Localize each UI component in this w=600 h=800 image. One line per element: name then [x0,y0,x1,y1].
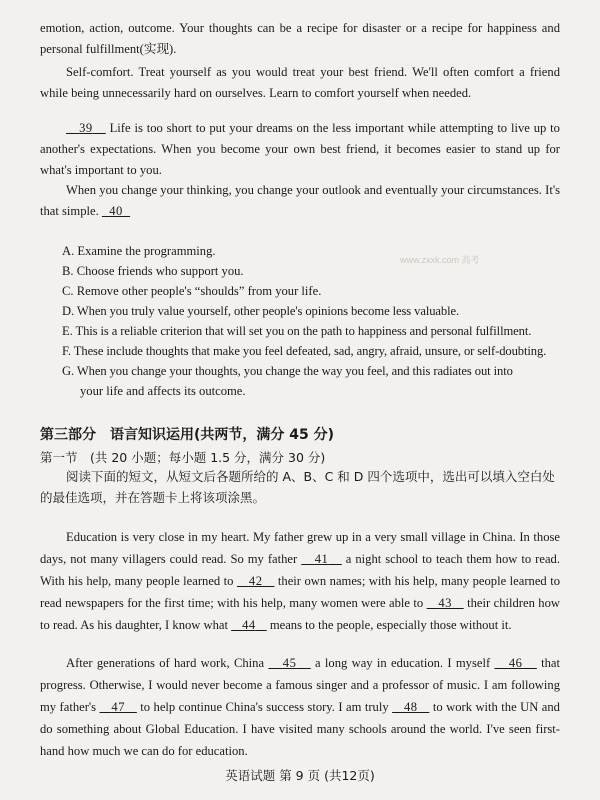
text: When you change your thinking, you change your outlook and eventually your circumstances. It's that simple. [40,183,560,218]
blank-48: 48 [403,700,418,714]
blank-45: 45 [282,656,297,670]
option-g-continued: your life and affects its outcome. [80,384,246,398]
part3-subheading: 第一节 (共 20 小题；每小题 1.5 分，满分 30 分) [40,450,326,465]
blank-40: 40 [109,204,123,218]
option-a: A. Examine the programming. [62,244,216,258]
passage-b-paragraph-2: After generations of hard work, China 45 a long way in education. I myself 46 that progress. Otherwise, I would never become a famous singer and a professor of music. I am following my father's 47 to help continue China's success story. I am truly 48 to work with the UN and do something about Global Education. I have visited many schools around the world. I've seen first-hand how much we can do for education. [40,656,560,758]
blank-47: 47 [111,700,125,714]
page-footer: 英语试题 第 9 页 (共12页) [225,768,375,783]
blank-41: 41 [314,552,329,566]
passage-a-paragraph-1 [40,18,560,60]
part3-instructions: 阅读下面的短文，从短文后各题所给的 A、B、C 和 D 四个选项中，选出可以填入空白处的最佳选项，并在答题卡上将该项涂黑。 [40,469,555,505]
blank-39: 39 [79,121,93,135]
blank-42: 42 [248,574,263,588]
passage-a-paragraph-4 [40,180,560,222]
option-e: E. This is a reliable criterion that will set you on the path to happiness and personal fulfillment. [62,324,532,338]
blank-43: 43 [438,596,452,610]
watermark: www.zxxk.com 高考 [400,255,480,265]
text: emotion, action, outcome. Your thoughts can be a recipe for disaster or a recipe for happiness and personal fulfillment(实现). [40,21,560,56]
blank-44: 44 [242,618,256,632]
text: Self-comfort. Treat yourself as you would treat your best friend. We'll often comfort a friend while being unnecessarily hard on ourselves. Learn to comfort yourself when needed. [40,65,560,100]
option-c: C. Remove other people's “shoulds” from your life. [62,284,322,298]
part3-heading: 第三部分 语言知识运用(共两节，满分 45 分) [40,427,335,443]
passage-a-paragraph-3 [40,118,560,181]
option-f: F. These include thoughts that make you feel defeated, sad, angry, afraid, unsure, or self-doubting. [62,344,547,358]
option-d: D. When you truly value yourself, other people's opinions become less valuable. [62,304,460,318]
passage-b-paragraph-1: Education is very close in my heart. My father grew up in a very small village in China. In those days, not many villagers could read. So my father 41 a night school to teach them how to read. With his help, many people learned to 42 their own names; with his help, many people learned to read newspapers for the first time; with his help, many women were able to 43 their children how to read. As his daughter, I know what 44 means to the people, especially those without it. [40,530,560,632]
text: Life is too short to put your dreams on the less important while attempting to live up to another's expectations. When you become your own best friend, it becomes easier to stand up for what's important to you. [40,121,560,177]
blank-46: 46 [508,656,523,670]
passage-a-paragraph-2 [40,62,560,104]
option-b: B. Choose friends who support you. [62,264,244,278]
option-g: G. When you change your thoughts, you change the way you feel, and this radiates out into [62,364,513,378]
